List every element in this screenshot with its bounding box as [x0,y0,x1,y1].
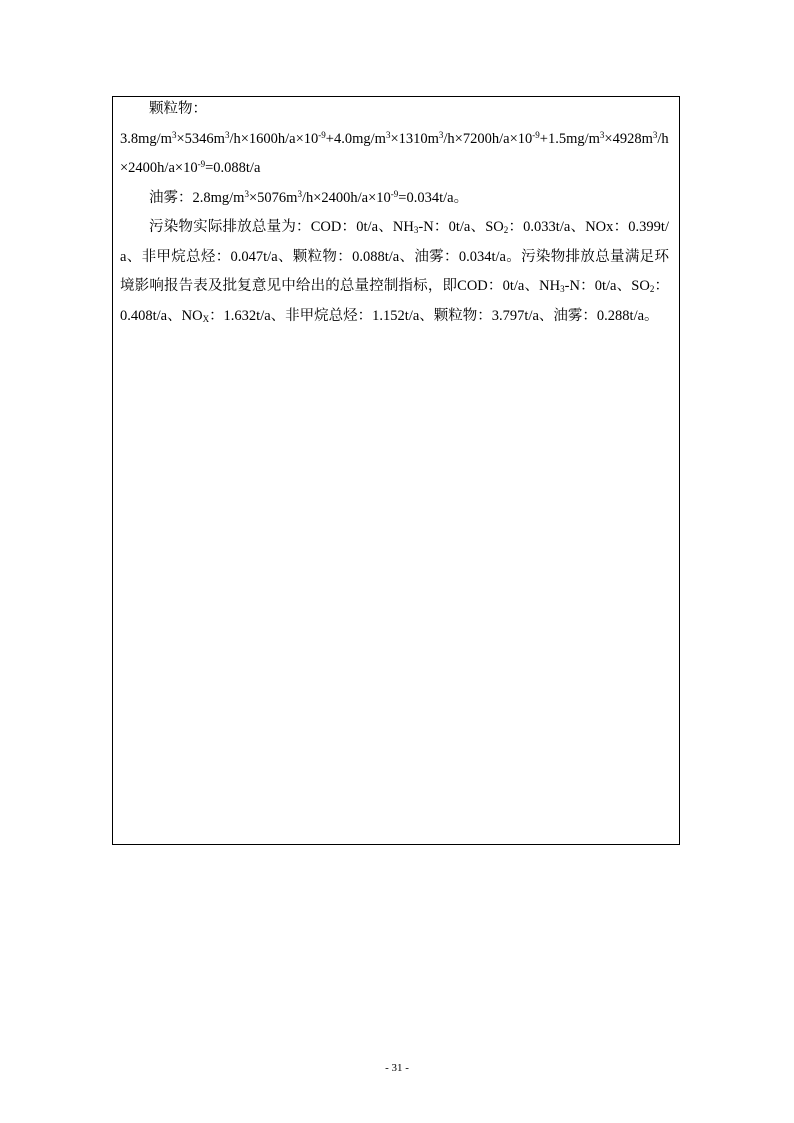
paragraph-oil-mist [120,184,669,214]
superscript: 3 [244,188,249,199]
formula-part: ×1310m [390,130,439,147]
formula-part: ×4928m [604,130,653,147]
text-part: ：0.033t/a、NOx：0.399t/a、非甲烷总烃：0.047t/a、颗粒物：0.088t/a、油雾：0.034t/a。污染物排放总量满足环境影响报告表及批复意见中给出的总量控制指标，即COD：0t/a、NH [120,219,669,294]
formula-part: /h×2400h/a×10 [301,189,391,206]
formula-result: =0.034t/a。 [398,189,469,206]
formula-result: =0.088t/a [205,160,261,176]
formula-part: 3.8mg/m [120,130,172,147]
paragraph-particulate-formula [120,125,669,184]
superscript: 3 [224,129,230,140]
formula-part: 油雾：2.8mg/m [149,189,245,206]
text-part: ：1.632t/a、非甲烷总烃：1.152t/a、颗粒物：3.797t/a、油雾：0.288t/a。 [209,307,659,324]
formula-part: ×5346m [176,130,225,147]
paragraph-particulate-label [120,95,669,125]
superscript: -9 [197,159,206,169]
superscript: 3 [385,129,391,140]
formula-part: +1.5mg/m [539,130,600,147]
formula-part: +4.0mg/m [325,130,386,147]
formula-part: ×5076m [248,189,298,206]
formula-part: /h×1600h/a×10 [229,130,319,147]
superscript: 3 [599,129,605,140]
particulate-label: 颗粒物： [149,101,207,117]
superscript: 3 [652,129,658,140]
subscript: 2 [649,284,655,294]
superscript: 3 [171,129,177,140]
content-box [112,96,680,845]
body-text [120,95,669,331]
text-part: ：0.408t/a、NO [120,278,669,324]
superscript: -9 [318,129,326,140]
superscript: 3 [438,129,444,140]
subscript: X [202,313,210,324]
superscript: -9 [390,188,399,199]
paragraph-total-emissions [120,213,669,331]
text-part: -N：0t/a、SO [564,278,650,294]
subscript: 3 [413,225,419,235]
page-number: - 31 - [385,1062,409,1074]
text-part: 污染物实际排放总量为：COD：0t/a、NH [149,219,414,235]
text-part: -N：0t/a、SO [418,219,504,235]
formula-part: /h×7200h/a×10 [443,130,533,147]
subscript: 3 [560,284,565,294]
superscript: -9 [532,129,540,140]
formula-part: /h×2400h/a×10 [120,130,669,176]
subscript: 2 [503,225,509,235]
superscript: 3 [297,188,302,199]
